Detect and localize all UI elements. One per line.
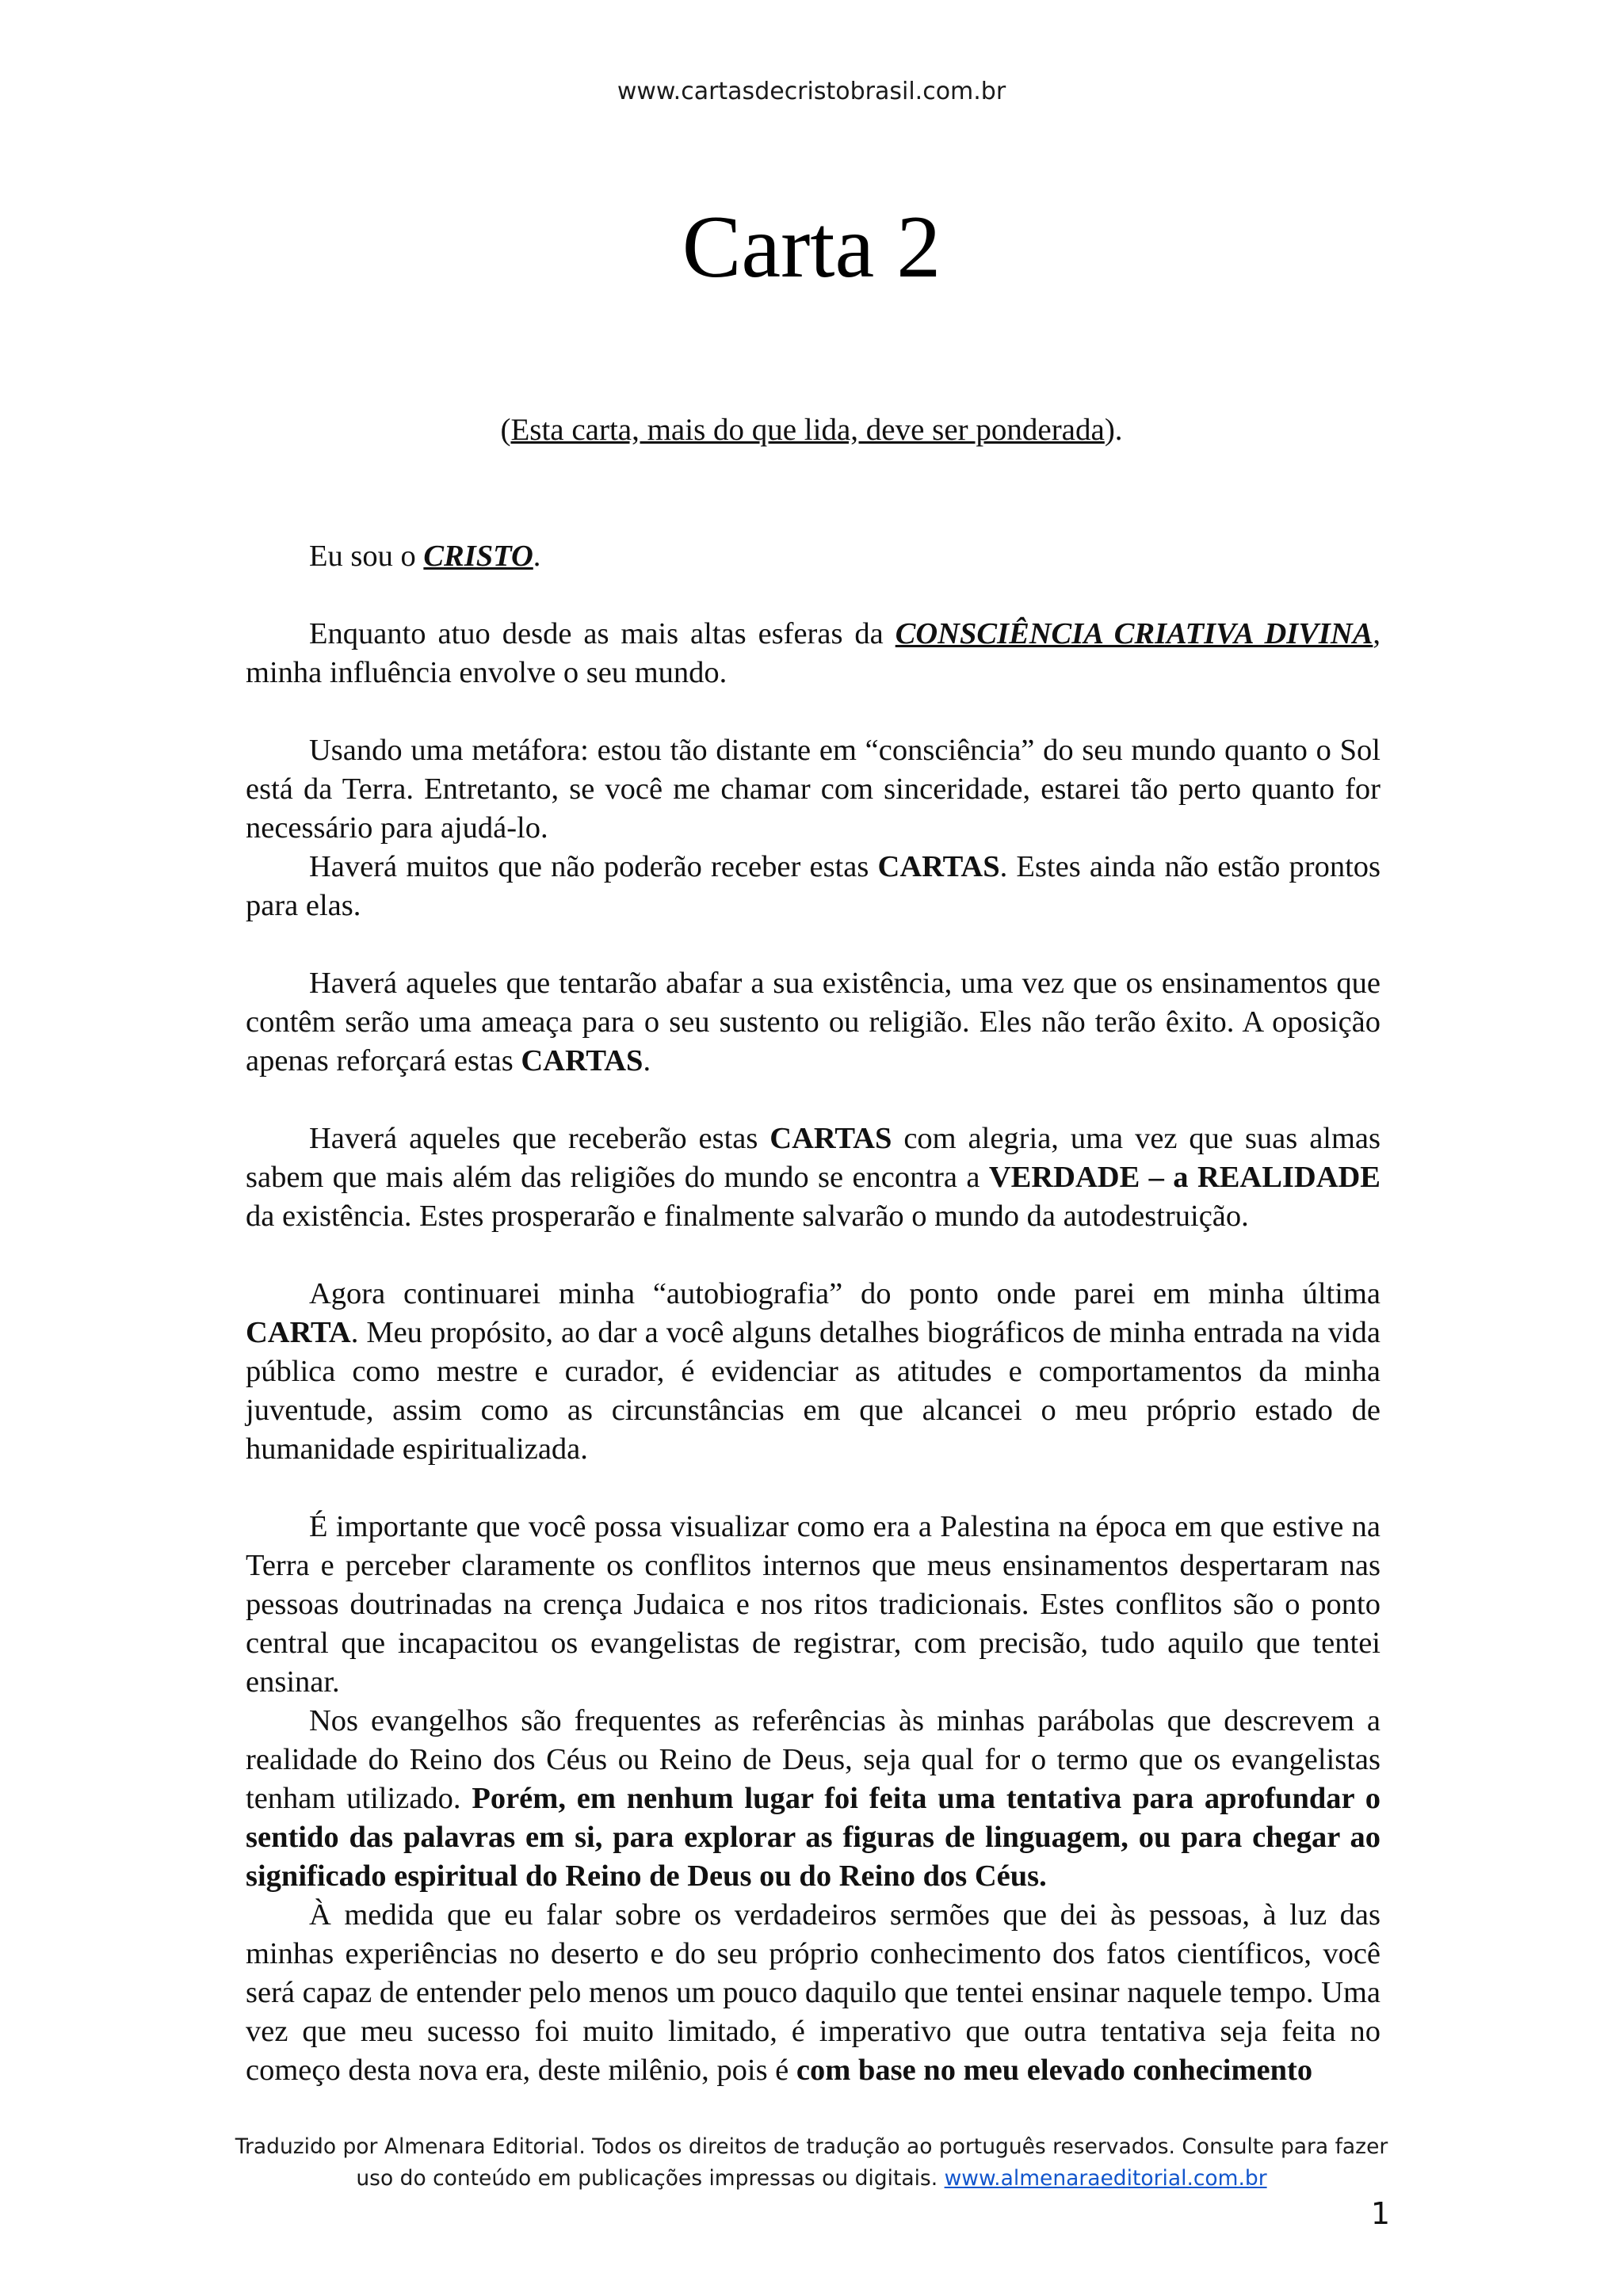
paragraph-3: Usando uma metáfora: estou tão distante em “consciência” do seu mundo quanto o Sol está da Terra. Entretanto, se você me chamar com sinceridade, estarei tão perto quanto for necessário para ajudá-lo. [246,734,1381,845]
paragraph-5 [246,964,1381,1081]
paragraph-10 [246,1896,1381,2090]
p6-end: da existência. Estes prosperarão e finalmente salvarão o mundo da autodestruição. [246,1199,1249,1233]
paragraph-4 [246,848,1381,925]
p1-end: . [533,540,541,573]
footer-notice [0,2131,1623,2195]
p5-text: Haverá aqueles que tentarão abafar a sua existência, uma vez que os ensinamentos que contêm serão uma ameaça para o seu sustento ou religião. Eles não terão êxito. A oposição apenas reforçará estas [246,967,1381,1077]
paragraph-8: É importante que você possa visualizar como era a Palestina na época em que estive na Terra e perceber claramente os conflitos internos que meus ensinamentos despertaram nas pessoas doutrinadas na crença Judaica e nos ritos tradicionais. Estes conflitos são o ponto central que incapacitou os evangelistas de registrar, com precisão, tudo aquilo que tentei ensinar. [246,1510,1381,1699]
cartas-emphasis: CARTAS [877,850,1000,883]
paragraph-9 [246,1702,1381,1896]
p2-text: Enquanto atuo desde as mais altas esferas da [309,617,896,650]
footer-line-2-text: uso do conteúdo em publicações impressas ou digitais. [356,2166,945,2191]
verdade-emphasis: VERDADE – a REALIDADE [988,1161,1381,1194]
paragraph-2 [246,615,1381,692]
paragraph-1 [246,537,1381,576]
cartas-emphasis: CARTAS [521,1044,643,1077]
p6-text: Haverá aqueles que receberão estas [309,1122,770,1155]
cristo-emphasis: CRISTO [423,540,533,573]
paragraph-7 [246,1275,1381,1469]
site-url-header: www.cartasdecristobrasil.com.br [617,78,1006,105]
p10-text: À medida que eu falar sobre os verdadeiros sermões que dei às pessoas, à luz das minhas experiências no deserto e do seu próprio conhecimento dos fatos científicos, você será capaz de entender pelo menos um pouco daquilo que tentei ensinar naquele tempo. Uma vez que meu sucesso foi muito limitado, é imperativo que outra tentativa seja feita no começo desta nova era, deste milênio, pois é [246,1898,1381,2087]
publisher-link[interactable]: www.almenaraeditorial.com.br [944,2166,1267,2191]
subtitle-underlined-text: Esta carta, mais do que lida, deve ser ponderada [510,413,1105,447]
p9-bold-text: Porém, em nenhum lugar foi feita uma tentativa para aprofundar o sentido das palavras em si, para explorar as figuras de linguagem, ou para chegar ao significado espiritual do Reino de Deus ou do Reino dos Céus. [246,1782,1381,1893]
p7-text: Agora continuarei minha “autobiografia” do ponto onde parei em minha última [309,1277,1381,1310]
cartas-emphasis: CARTAS [769,1122,892,1155]
subtitle-close: ). [1104,413,1123,447]
footer-line-2 [0,2163,1623,2195]
page-title: Carta 2 [682,198,941,296]
p10-bold-text: com base no meu elevado conhecimento [796,2054,1313,2087]
p2-end: , minha influência envolve o seu mundo. [246,617,1381,689]
footer-line-1: Traduzido por Almenara Editorial. Todos os direitos de tradução ao português reservados. Consulte para fazer [235,2134,1388,2159]
p9-text: Nos evangelhos são frequentes as referências às minhas parábolas que descrevem a realidade do Reino dos Céus ou Reino de Deus, seja qual for o termo que os evangelistas tenham utilizado. [246,1704,1381,1815]
paragraph-6 [246,1119,1381,1236]
p5-end: . [643,1044,651,1077]
letter-body [246,537,1381,2090]
p6-text-2: com alegria, uma vez que suas almas sabem que mais além das religiões do mundo se encontra a [246,1122,1381,1194]
subtitle-open: ( [500,413,511,447]
page-number: 1 [1370,2196,1390,2231]
p7-end: . Meu propósito, ao dar a você alguns detalhes biográficos de minha entrada na vida pública como mestre e curador, é evidenciar as atitudes e comportamentos da minha juventude, assim como as circunstâncias em que alcancei o meu próprio estado de humanidade espiritualizada. [246,1316,1381,1466]
p1-text: Eu sou o [309,540,424,573]
consciencia-emphasis: CONSCIÊNCIA CRIATIVA DIVINA [895,617,1373,650]
p4-text: Haverá muitos que não poderão receber estas [309,850,878,883]
subtitle [0,412,1623,448]
carta-emphasis: CARTA [246,1316,351,1349]
p4-end: . Estes ainda não estão prontos para elas. [246,850,1381,922]
